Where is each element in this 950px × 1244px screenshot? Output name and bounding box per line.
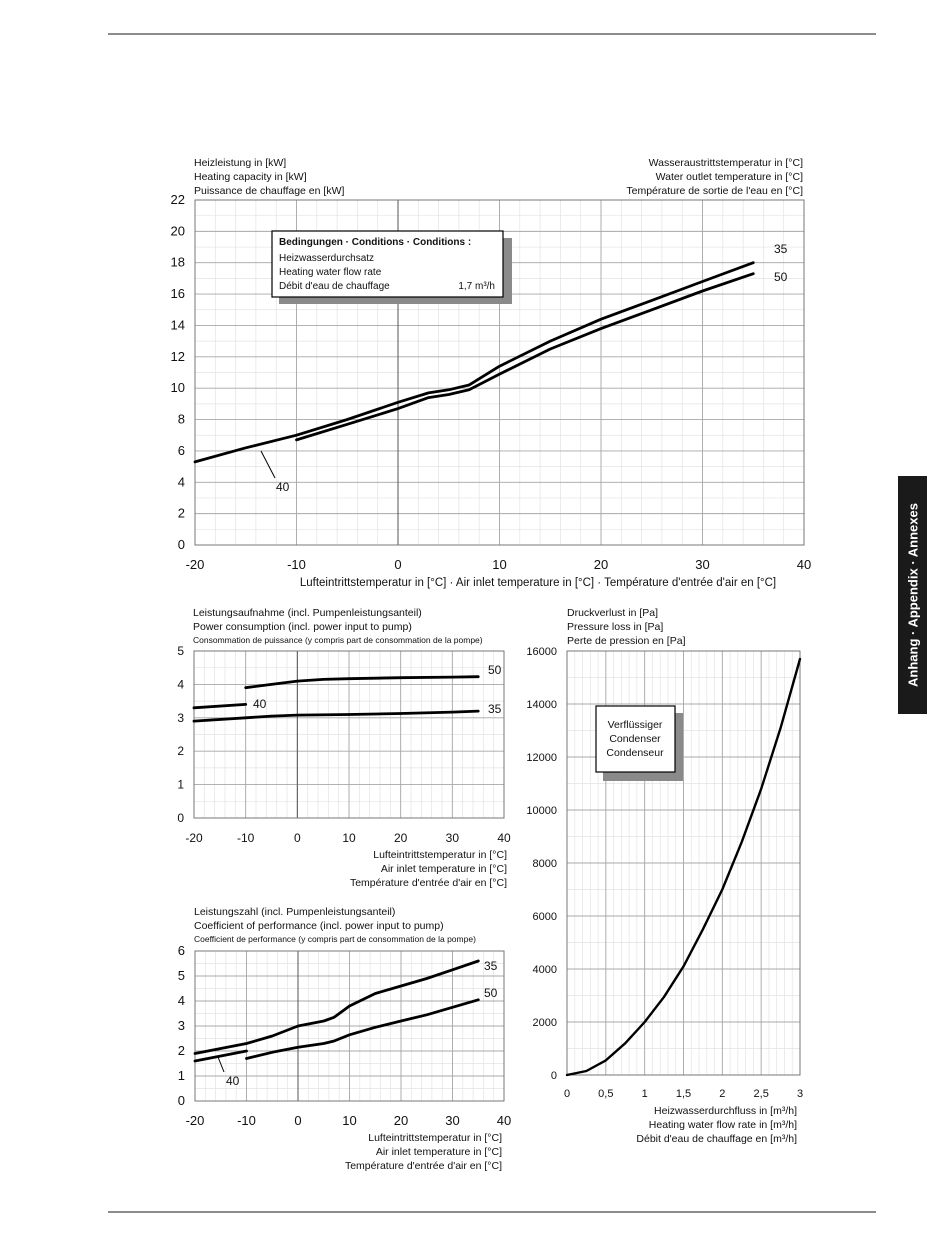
conditions-line: Heizwasserdurchsatz <box>279 253 375 264</box>
y-axis-title: Power consumption (incl. power input to pump) <box>193 621 412 633</box>
y-tick-label: 6 <box>177 442 185 458</box>
x-tick-label: 20 <box>393 1113 409 1128</box>
y-tick-label: 2 <box>177 1043 185 1058</box>
y-tick-label: 6000 <box>532 911 557 923</box>
x-tick-label: 40 <box>497 831 511 845</box>
chart-cop <box>178 906 511 1172</box>
y-axis-title: Druckverlust in [Pa] <box>567 607 659 619</box>
x-tick-label: 1,5 <box>675 1088 692 1100</box>
x-tick-label: 0 <box>293 831 301 845</box>
x-tick-label: 0 <box>294 1113 302 1128</box>
conditions-line: Débit d'eau de chauffage <box>279 281 390 292</box>
y-tick-label: 0 <box>177 1093 185 1108</box>
y-tick-label: 5 <box>177 968 185 983</box>
conditions-title: Bedingungen · Conditions · Conditions : <box>279 237 472 248</box>
y-tick-label: 16 <box>170 286 185 302</box>
x-tick-label: -10 <box>237 1113 256 1128</box>
series-line-40 <box>194 704 246 707</box>
x-tick-label: 30 <box>695 557 710 572</box>
x-tick-label: 20 <box>593 557 609 572</box>
x-tick-label: 10 <box>342 831 356 845</box>
y-tick-label: 4 <box>177 677 184 692</box>
series-line-40 <box>195 435 297 462</box>
y-tick-label: 12000 <box>526 752 557 764</box>
chart-heating <box>171 157 812 589</box>
x-axis-title: Température d'entrée d'air en [°C] <box>349 877 507 889</box>
chart-pressure <box>526 607 803 1145</box>
right-axis-title: Température de sortie de l'eau en [°C] <box>626 185 803 197</box>
x-axis-title: Lufteintrittstemperatur in [°C] · Air inlet temperature in [°C] · Température d'entrée d'air en [°C] <box>299 577 777 589</box>
y-tick-label: 4 <box>177 474 185 490</box>
conditions-value: 1,7 m³/h <box>458 281 495 292</box>
y-tick-label: 14000 <box>526 699 557 711</box>
chart-power <box>177 607 511 889</box>
series-label-35: 35 <box>488 702 502 716</box>
x-tick-label: 0,5 <box>598 1088 614 1100</box>
x-tick-label: -10 <box>287 557 306 572</box>
y-axis-title: Heizleistung in [kW] <box>194 157 287 169</box>
condenser-box-line: Verflüssiger <box>607 719 663 731</box>
series-label-50: 50 <box>774 270 788 284</box>
series-label-leader <box>261 451 275 478</box>
x-tick-label: 10 <box>342 1113 357 1128</box>
x-tick-label: 0 <box>394 557 402 572</box>
y-tick-label: 4 <box>177 993 185 1008</box>
y-tick-label: 10 <box>170 380 185 396</box>
y-tick-label: 2 <box>177 505 185 521</box>
x-axis-title: Heizwasserdurchfluss in [m³/h] <box>654 1105 797 1117</box>
y-tick-label: 10000 <box>526 805 557 817</box>
x-tick-label: 30 <box>445 831 460 845</box>
y-tick-label: 18 <box>170 254 185 270</box>
right-axis-title: Wasseraustrittstemperatur in [°C] <box>648 157 803 169</box>
x-axis-title: Température d'entrée d'air en [°C] <box>344 1160 502 1172</box>
series-line-50 <box>247 1000 479 1059</box>
x-tick-label: 2 <box>719 1088 726 1100</box>
y-tick-label: 0 <box>177 811 184 825</box>
condenser-box-line: Condenser <box>609 733 661 745</box>
series-label-40: 40 <box>276 480 290 494</box>
conditions-line: Heating water flow rate <box>279 267 382 278</box>
y-tick-label: 2000 <box>532 1017 557 1029</box>
y-tick-label: 0 <box>177 537 185 552</box>
x-tick-label: 0 <box>563 1088 571 1100</box>
y-tick-label: 8 <box>177 411 185 427</box>
x-tick-label: 10 <box>492 557 507 572</box>
y-axis-title: Pressure loss in [Pa] <box>567 621 664 633</box>
series-label-40: 40 <box>226 1074 240 1088</box>
x-axis-title: Air inlet temperature in [°C] <box>380 863 507 875</box>
y-axis-title: Heating capacity in [kW] <box>194 171 307 183</box>
y-tick-label: 6 <box>177 943 185 958</box>
series-label-35: 35 <box>484 959 498 973</box>
y-tick-label: 12 <box>170 348 185 364</box>
y-axis-title: Coefficient of performance (incl. power input to pump) <box>194 920 444 932</box>
y-tick-label: 4000 <box>532 964 557 976</box>
y-tick-label: 1 <box>177 777 184 792</box>
series-label-50: 50 <box>488 663 502 677</box>
x-tick-label: 40 <box>496 1113 512 1128</box>
x-tick-label: -10 <box>236 831 255 845</box>
y-tick-label: 2 <box>177 744 184 759</box>
y-tick-label: 0 <box>550 1070 557 1082</box>
section-tab-label: Anhang · Appendix · Annexes <box>905 503 920 687</box>
x-axis-title: Lufteintrittstemperatur in [°C] <box>368 1132 502 1144</box>
right-axis-title: Water outlet temperature in [°C] <box>655 171 803 183</box>
y-tick-label: 5 <box>177 644 184 658</box>
series-label-40: 40 <box>253 697 267 711</box>
y-tick-label: 22 <box>170 192 185 207</box>
series-label-50: 50 <box>484 986 498 1000</box>
series-line-35 <box>194 711 478 721</box>
y-tick-label: 20 <box>170 223 185 239</box>
x-tick-label: -20 <box>185 831 203 845</box>
series-label-leader <box>218 1057 224 1072</box>
x-tick-label: -20 <box>185 1113 205 1128</box>
y-tick-label: 3 <box>177 1018 185 1033</box>
y-tick-label: 3 <box>177 710 184 725</box>
y-tick-label: 1 <box>177 1068 185 1083</box>
condenser-box-line: Condenseur <box>606 747 664 759</box>
x-tick-label: 3 <box>796 1088 804 1100</box>
x-axis-title: Heating water flow rate in [m³/h] <box>648 1119 797 1131</box>
series-label-35: 35 <box>774 242 788 256</box>
x-axis-title: Air inlet temperature in [°C] <box>375 1146 502 1158</box>
x-tick-label: 20 <box>393 831 408 845</box>
x-tick-label: 40 <box>796 557 812 572</box>
y-axis-title: Consommation de puissance (y compris part de consommation de la pompe) <box>193 635 483 645</box>
x-tick-label: -20 <box>185 557 205 572</box>
x-tick-label: 2,5 <box>753 1088 769 1100</box>
x-axis-title: Débit d'eau de chauffage en [m³/h] <box>636 1133 797 1145</box>
y-tick-label: 8000 <box>532 858 557 870</box>
y-axis-title: Leistungsaufnahme (incl. Pumpenleistungsanteil) <box>193 607 422 619</box>
y-axis-title: Coefficient de performance (y compris part de consommation de la pompe) <box>194 934 476 944</box>
y-axis-title: Perte de pression en [Pa] <box>567 635 686 647</box>
y-axis-title: Leistungszahl (incl. Pumpenleistungsanteil) <box>194 906 396 918</box>
y-axis-title: Puissance de chauffage en [kW] <box>194 185 345 197</box>
x-tick-label: 30 <box>445 1113 460 1128</box>
y-tick-label: 16000 <box>526 646 557 658</box>
series-line-50 <box>246 677 479 688</box>
x-axis-title: Lufteintrittstemperatur in [°C] <box>373 849 507 861</box>
x-tick-label: 1 <box>641 1088 648 1100</box>
y-tick-label: 14 <box>170 317 185 333</box>
